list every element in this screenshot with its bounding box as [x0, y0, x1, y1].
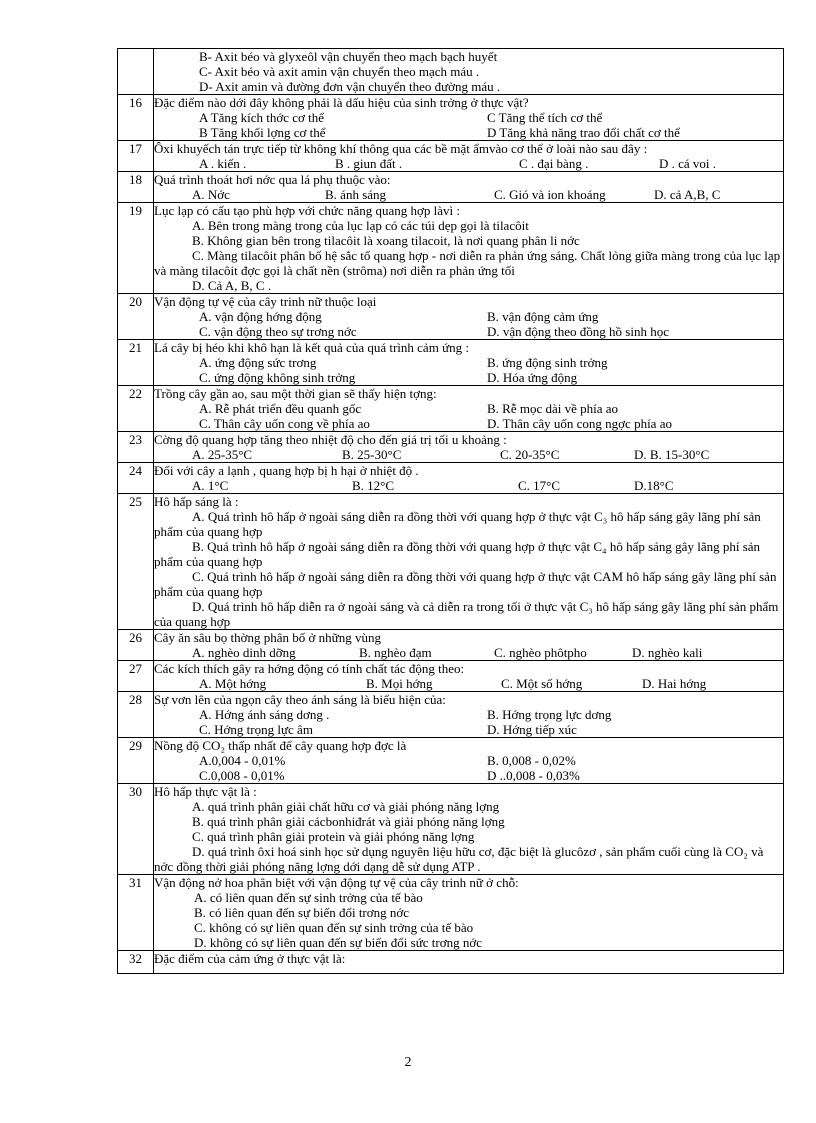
question-content: [154, 95, 784, 141]
answer-option: D. cả A,B, C: [654, 187, 721, 202]
question-number: 21: [118, 340, 154, 386]
question-row: [118, 340, 784, 386]
question-content: [154, 203, 784, 294]
answer-line: C. Quá trình hô hấp ở ngoài sáng diễn ra đồng thời với quang hợp ở thực vật CAM hô hấp sáng gây lãng phí sản phẩm của quang hợp: [154, 569, 777, 599]
answer-options: [154, 478, 783, 493]
answer-option: A. vận động hớng động: [199, 309, 322, 324]
question-table-container: [117, 48, 784, 974]
question-stem: Cờng độ quang hợp tăng theo nhiệt độ cho đến giá trị tối u khoảng :: [154, 432, 507, 447]
question-row: [118, 294, 784, 340]
answer-line: B. có liên quan đến sự biến đổi trơng nớc: [194, 905, 410, 920]
answer-option: B. ứng động sinh trởng: [487, 355, 608, 370]
answer-option: C. Thân cây uốn cong về phía ao: [199, 416, 370, 431]
answer-options: [154, 447, 783, 462]
answer-option: A. 25-35°C: [192, 447, 253, 462]
answer-option: B. 0,008 - 0,02%: [487, 753, 576, 768]
answer-option: B. vận động cảm ứng: [487, 309, 599, 324]
question-content: [154, 661, 784, 692]
question-number: 23: [118, 432, 154, 463]
question-content: [154, 463, 784, 494]
answer-line: D. không có sự liên quan đến sự biến đổi sức trơng nớc: [194, 935, 482, 950]
answer-option: C.0,008 - 0,01%: [199, 768, 285, 783]
question-number: 18: [118, 172, 154, 203]
question-number: 25: [118, 494, 154, 630]
answer-options: [154, 156, 783, 171]
question-stem: Đối với cây a lạnh , quang hợp bị h hại ở nhiệt độ .: [154, 463, 419, 478]
answer-option: A.0,004 - 0,01%: [199, 753, 286, 768]
answer-line: A. Bên trong màng trong của lục lạp có các túi dẹp gọi là tilacôit: [192, 218, 529, 233]
question-content: [154, 692, 784, 738]
answer-line: C. không có sự liên quan đến sự sinh trởng của tế bào: [194, 920, 474, 935]
answer-option: B. 12°C: [352, 478, 395, 493]
question-stem: Ôxi khuyếch tán trực tiếp từ không khí thông qua các bề mặt ẩmvào cơ thể ở loài nào sau đây :: [154, 141, 648, 156]
answer-option: A . kiến .: [199, 156, 247, 171]
answer-option: A. Rễ phát triển đều quanh gốc: [199, 401, 362, 416]
answer-line: C. Màng tilacôit phân bố hệ sắc tố quang hợp - nơi diễn ra phản ứng sáng. Chất lỏng giữa màng trong của lục lạp và màng tilacôit đợc gọi là chất nền (strôma) nơi diễn ra phản ứng tối: [154, 248, 781, 278]
question-stem: Hô hấp sáng là :: [154, 494, 239, 509]
question-number: 27: [118, 661, 154, 692]
answer-option: D. Hóa ứng động: [487, 370, 578, 385]
question-stem: Lá cây bị héo khi khô hạn là kết quả của quá trình cảm ứng :: [154, 340, 469, 355]
answer-line: D. Cả A, B, C .: [192, 278, 272, 293]
answer-line: D. Quá trình hô hấp diễn ra ở ngoài sáng và cả diễn ra trong tối ở thực vật C₃ hô hấp sáng gây lãng phí sản phẩm của quang hợp: [154, 599, 779, 629]
answer-option: D. nghèo kali: [632, 645, 703, 660]
question-stem: Nồng độ CO₂ thấp nhất để cây quang hợp đợc là: [154, 738, 407, 753]
question-number: 30: [118, 784, 154, 875]
answer-option: D ..0,008 - 0,03%: [487, 768, 580, 783]
answer-option: D. B. 15-30°C: [634, 447, 710, 462]
question-content: [154, 875, 784, 951]
question-content: [154, 432, 784, 463]
question-table: [117, 48, 784, 974]
answer-option: C. nghèo phôtpho: [494, 645, 587, 660]
question-content: [154, 386, 784, 432]
answer-line: B. Quá trình hô hấp ở ngoài sáng diễn ra đồng thời với quang hợp ở thực vật C₄ hô hấp sáng gây lãng phí sản phẩm của quang hợp: [154, 539, 761, 569]
question-content: [154, 738, 784, 784]
answer-option: C . đại bàng .: [519, 156, 589, 171]
answer-options: [154, 110, 783, 140]
answer-option: B. ánh sáng: [325, 187, 387, 202]
answer-option: C Tăng thể tích cơ thể: [487, 110, 603, 125]
question-stem: Trồng cây gần ao, sau một thời gian sẽ thấy hiện tợng:: [154, 386, 437, 401]
answer-line: C- Axit béo và axit amin vận chuyển theo mạch máu .: [199, 64, 480, 79]
question-number: 29: [118, 738, 154, 784]
answer-options: [154, 676, 783, 691]
question-row: [118, 172, 784, 203]
question-number: 32: [118, 951, 154, 974]
question-stem: Đặc điểm nào dới đây không phải là dấu hiệu của sinh trởng ở thực vật?: [154, 95, 529, 110]
question-content: [154, 340, 784, 386]
question-row: [118, 49, 784, 95]
answer-option: D . cá voi .: [659, 156, 717, 171]
answer-option: A. ứng động sức trơng: [199, 355, 317, 370]
answer-options: [154, 187, 783, 202]
question-content: [154, 172, 784, 203]
question-row: [118, 951, 784, 974]
question-number: [118, 49, 154, 95]
answer-options: [154, 707, 783, 737]
question-row: [118, 692, 784, 738]
question-number: 17: [118, 141, 154, 172]
question-content: [154, 294, 784, 340]
answer-line: B- Axit béo và glyxeôl vận chuyển theo mạch bạch huyết: [199, 49, 498, 64]
answer-option: A. nghèo dinh dỡng: [192, 645, 296, 660]
question-number: 31: [118, 875, 154, 951]
question-row: [118, 784, 784, 875]
answer-option: B. nghèo đạm: [359, 645, 432, 660]
answer-option: D. Thân cây uốn cong ngợc phía ao: [487, 416, 672, 431]
question-stem: Vận động tự vệ của cây trinh nữ thuộc loại: [154, 294, 377, 309]
answer-option: A. Hớng ánh sáng dơng .: [199, 707, 330, 722]
question-number: 20: [118, 294, 154, 340]
answer-line: C. quá trình phân giải protein và giải phóng năng lợng: [192, 829, 475, 844]
question-number: 19: [118, 203, 154, 294]
answer-option: B. Rễ mọc dài về phía ao: [487, 401, 619, 416]
answer-line: B. quá trình phân giải cácbonhiđrát và giải phóng năng lợng: [192, 814, 505, 829]
question-number: 26: [118, 630, 154, 661]
answer-options: [154, 401, 783, 431]
question-row: [118, 95, 784, 141]
question-row: [118, 386, 784, 432]
question-content: [154, 784, 784, 875]
question-row: [118, 141, 784, 172]
question-row: [118, 661, 784, 692]
answer-options: [154, 645, 783, 660]
answer-options: [154, 355, 783, 385]
answer-options: [154, 753, 783, 783]
question-row: [118, 463, 784, 494]
answer-line: A. quá trình phân giải chất hữu cơ và giải phóng năng lợng: [192, 799, 500, 814]
answer-option: B Tăng khối lợng cơ thể: [199, 125, 326, 140]
answer-option: C. Hớng trọng lực âm: [199, 722, 313, 737]
answer-option: D. vận động theo đồng hồ sinh học: [487, 324, 669, 339]
question-stem: Đặc điểm của cảm ứng ở thực vật là:: [154, 951, 346, 966]
answer-option: B. Hớng trọng lực dơng: [487, 707, 612, 722]
question-row: [118, 875, 784, 951]
answer-option: A. Nớc: [192, 187, 230, 202]
answer-option: D. Hai hớng: [642, 676, 707, 691]
question-content: [154, 951, 784, 974]
question-number: 28: [118, 692, 154, 738]
answer-option: C. Gió và ion khoáng: [494, 187, 606, 202]
question-number: 24: [118, 463, 154, 494]
page-number: 2: [404, 1055, 412, 1070]
answer-option: C. Một số hớng: [501, 676, 583, 691]
answer-option: C. vận động theo sự trơng nớc: [199, 324, 357, 339]
answer-option: D. Hớng tiếp xúc: [487, 722, 577, 737]
answer-option: A Tăng kích thớc cơ thể: [199, 110, 325, 125]
question-stem: Các kích thích gây ra hớng động có tính chất tác động theo:: [154, 661, 465, 676]
answer-line: A. có liên quan đến sự sinh trởng của tế bào: [194, 890, 423, 905]
answer-option: A. Một hớng: [199, 676, 267, 691]
answer-option: D.18°C: [634, 478, 674, 493]
answer-line: A. Quá trình hô hấp ở ngoài sáng diễn ra đồng thời với quang hợp ở thực vật C₃ hô hấp sáng gây lãng phí sản phẩm của quang hợp: [154, 509, 761, 539]
answer-option: C. ứng động không sinh trởng: [199, 370, 356, 385]
answer-option: A. 1°C: [192, 478, 229, 493]
answer-option: B. 25-30°C: [342, 447, 402, 462]
question-row: [118, 738, 784, 784]
question-row: [118, 203, 784, 294]
question-row: [118, 432, 784, 463]
answer-option: C. 17°C: [518, 478, 561, 493]
question-row: [118, 630, 784, 661]
question-stem: Hô hấp thực vật là :: [154, 784, 257, 799]
answer-option: C. 20-35°C: [500, 447, 560, 462]
question-stem: Sự vơn lên của ngọn cây theo ánh sáng là biểu hiện của:: [154, 692, 446, 707]
question-stem: Lục lạp có cấu tạo phù hợp với chức năng quang hợp làvì :: [154, 203, 461, 218]
answer-line: B. Không gian bên trong tilacôit là xoang tilacoit, là nơi quang phân li nớc: [192, 233, 580, 248]
question-number: 16: [118, 95, 154, 141]
question-content: [154, 630, 784, 661]
answer-line: D. quá trình ôxi hoá sinh học sử dụng nguyên liệu hữu cơ, đặc biệt là glucôzơ , sản phẩm cuối cùng là CO₂ và nớc đồng thời giải phóng năng lợng dới dạng dễ sử dụng ATP .: [154, 844, 764, 874]
question-row: [118, 494, 784, 630]
question-stem: Vận động nở hoa phân biệt với vận động tự vệ của cây trinh nữ ở chỗ:: [154, 875, 519, 890]
question-stem: Quá trình thoát hơi nớc qua lá phụ thuộc vào:: [154, 172, 391, 187]
question-content: [154, 494, 784, 630]
question-content: [154, 49, 784, 95]
answer-option: B. Mọi hớng: [366, 676, 433, 691]
answer-option: B . giun đất .: [335, 156, 403, 171]
question-number: 22: [118, 386, 154, 432]
question-content: [154, 141, 784, 172]
answer-option: D Tăng khả năng trao đổi chất cơ thể: [487, 125, 680, 140]
answer-options: [154, 309, 783, 339]
question-stem: Cây ăn sâu bọ thờng phân bố ở những vùng: [154, 630, 381, 645]
answer-line: D- Axit amin và đường đơn vận chuyển theo đường máu .: [199, 79, 501, 94]
